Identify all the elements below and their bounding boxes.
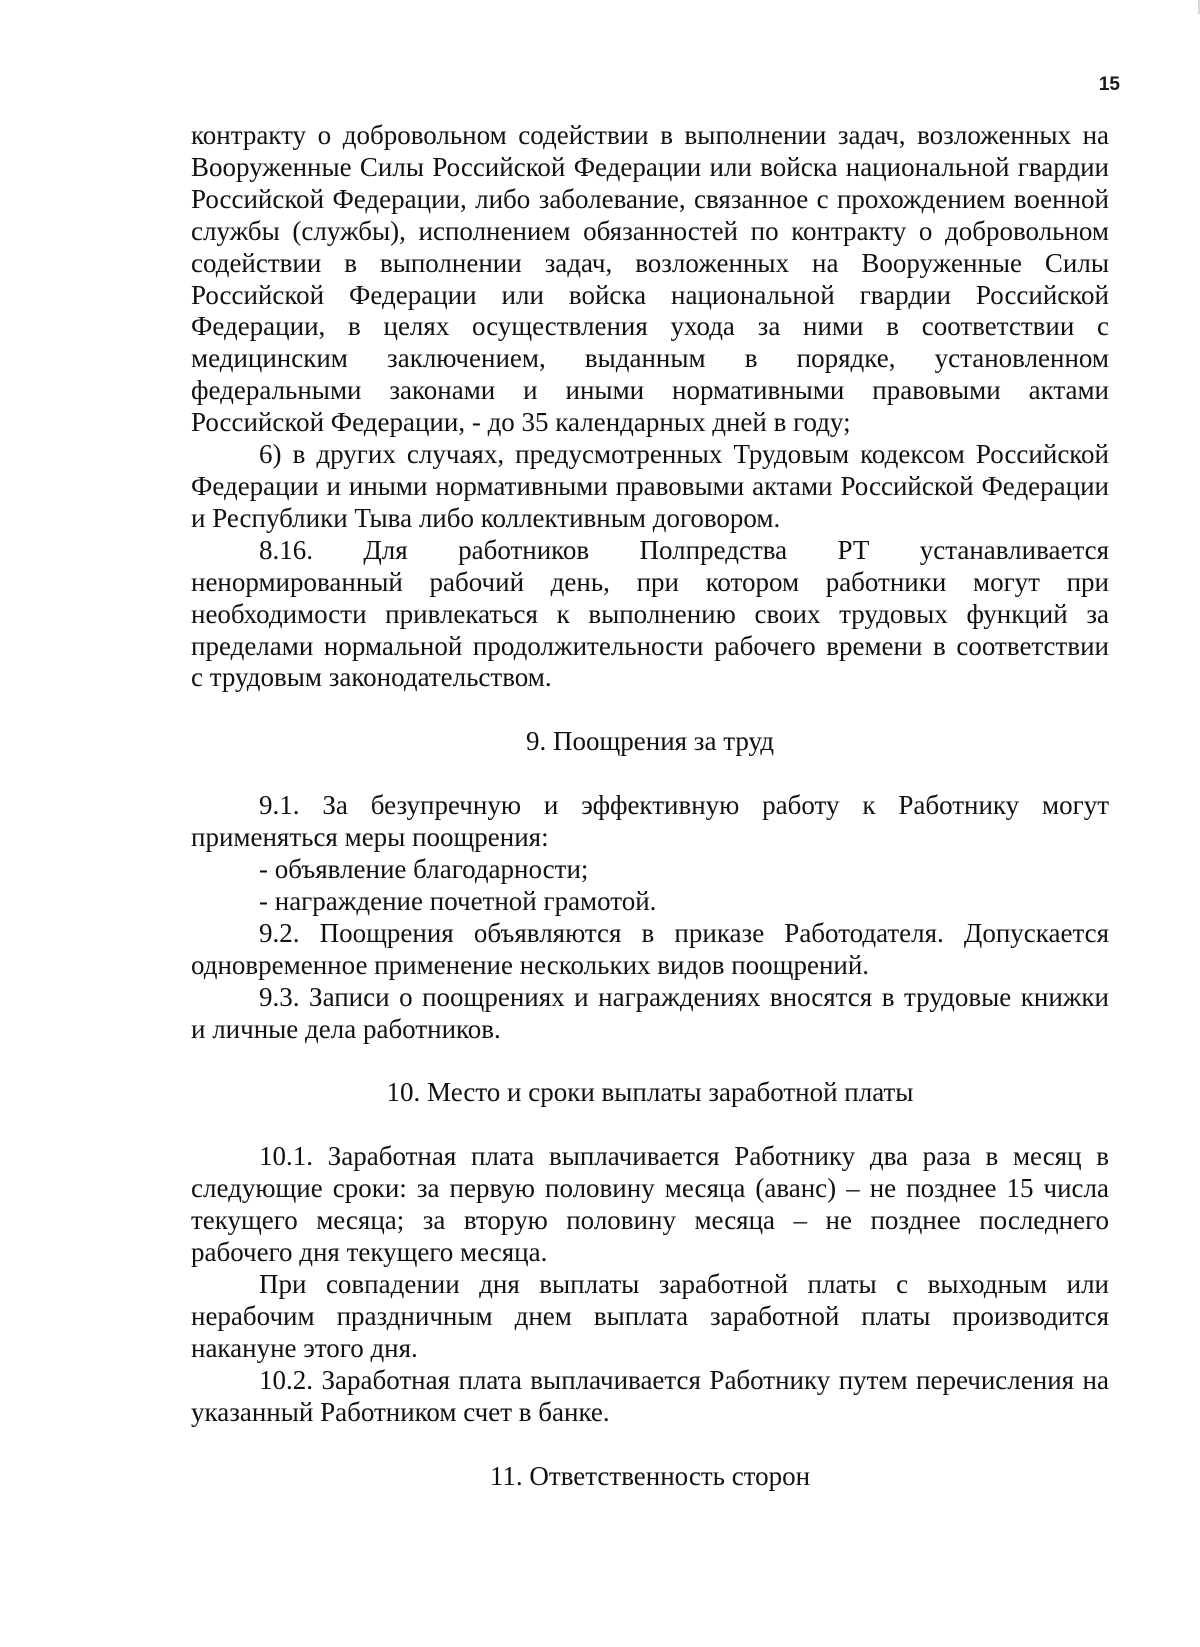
text-line: применяться меры поощрения:: [191, 822, 549, 853]
paragraph: [191, 120, 1109, 439]
text-line: ненормированный рабочий день, при котором работники могут при: [191, 566, 1109, 597]
text-line: - объявление благодарности;: [259, 854, 589, 885]
text-line: необходимости привлекаться к выполнению своих трудовых функций за: [191, 598, 1109, 629]
text-line: федеральными законами и иными нормативными правовыми актами: [191, 375, 1109, 406]
paragraph: [191, 439, 1109, 535]
text-line: При совпадении дня выплаты заработной платы с выходным или: [259, 1269, 1109, 1299]
text-line: Российской Федерации, - до 35 календарных дней в году;: [191, 407, 851, 438]
text-line: службы (службы), исполнением обязанностей по контракту о добровольном: [191, 215, 1109, 246]
section-heading: 11. Ответственность сторон: [489, 1460, 811, 1491]
paragraph: [191, 854, 1109, 886]
text-line: Российской Федерации, либо заболевание, связанное с прохождением военной: [191, 183, 1109, 214]
section-heading: 10. Место и сроки выплаты заработной платы: [386, 1077, 914, 1108]
text-line: Федерации и иными нормативными правовыми актами Российской Федерации: [191, 470, 1109, 501]
text-line: следующие сроки: за первую половину месяца (аванс) – не позднее 15 числа: [191, 1173, 1109, 1204]
text-line: 10.1. Заработная плата выплачивается Работнику два раза в месяц в: [259, 1141, 1109, 1172]
text-line: и Республики Тыва либо коллективным договором.: [191, 502, 781, 533]
text-line: накануне этого дня.: [191, 1332, 418, 1363]
text-line: пределами нормальной продолжительности рабочего времени в соответствии: [191, 630, 1109, 661]
text-line: контракту о добровольном содействии в выполнении задач, возложенных на: [191, 120, 1109, 150]
text-line: Вооруженные Силы Российской Федерации или войска национальной гвардии: [191, 151, 1109, 182]
text-line: 6) в других случаях, предусмотренных Трудовым кодексом Российской: [259, 439, 1109, 470]
paragraph: [191, 535, 1109, 695]
text-line: 9.3. Записи о поощрениях и награждениях вносятся в трудовые книжки: [259, 981, 1109, 1012]
text-line: с трудовым законодательством.: [191, 662, 552, 693]
text-line: 8.16. Для работников Полпредства РТ устанавливается: [259, 534, 1109, 565]
text-line: Федерации, в целях осуществления ухода за ними в соответствии с: [191, 311, 1109, 342]
paragraph: [191, 1141, 1109, 1269]
text-line: одновременное применение нескольких видов поощрений.: [191, 949, 870, 980]
text-line: 9.1. За безупречную и эффективную работу к Работнику могут: [259, 790, 1109, 821]
text-line: и личные дела работников.: [191, 1013, 501, 1044]
text-line: нерабочим праздничным днем выплата заработной платы производится: [191, 1300, 1109, 1331]
text-line: медицинским заключением, выданным в порядке, установленном: [191, 343, 1109, 374]
paragraph: [191, 1365, 1109, 1429]
page-number: 15: [1098, 74, 1120, 95]
text-line: текущего месяца; за вторую половину месяца – не позднее последнего: [191, 1205, 1109, 1236]
text-line: 9.2. Поощрения объявляются в приказе Работодателя. Допускается: [259, 917, 1109, 948]
text-line: рабочего дня текущего месяца.: [191, 1237, 548, 1268]
text-line: содействии в выполнении задач, возложенных на Вооруженные Силы: [191, 247, 1109, 278]
text-line: Российской Федерации или войска национальной гвардии Российской: [191, 279, 1109, 310]
paragraph: [191, 1269, 1109, 1365]
paragraph: [191, 982, 1109, 1046]
paragraph: [191, 918, 1109, 982]
document-body: [191, 120, 1109, 1524]
text-line: 10.2. Заработная плата выплачивается Работнику путем перечисления на: [259, 1364, 1109, 1395]
text-line: - награждение почетной грамотой.: [259, 885, 657, 916]
text-line: указанный Работником счет в банке.: [191, 1396, 610, 1427]
paragraph: [191, 790, 1109, 854]
section-heading: 9. Поощрения за труд: [525, 726, 775, 757]
paragraph: [191, 886, 1109, 918]
